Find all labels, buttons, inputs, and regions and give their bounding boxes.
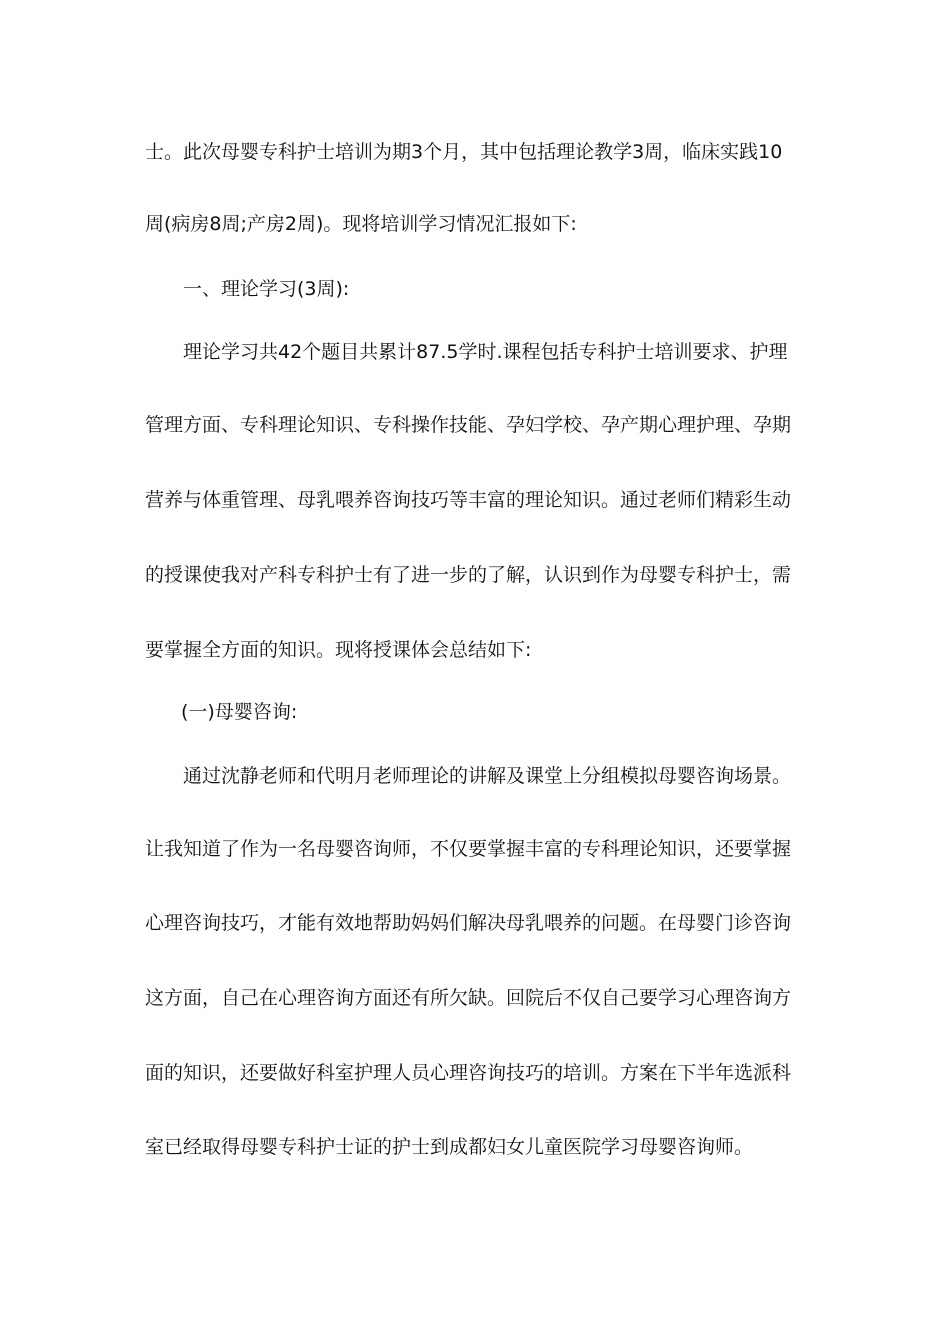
- paragraph-line: 通过沈静老师和代明月老师理论的讲解及课堂上分组模拟母婴咨询场景。: [183, 765, 792, 787]
- paragraph-line: 理论学习共42个题目共累计87.5学时.课程包括专科护士培训要求、护理: [183, 341, 788, 363]
- paragraph-line: 这方面，自己在心理咨询方面还有所欠缺。回院后不仅自己要学习心理咨询方: [145, 987, 792, 1009]
- paragraph-line: 室已经取得母婴专科护士证的护士到成都妇女儿童医院学习母婴咨询师。: [145, 1136, 754, 1158]
- paragraph-line: 管理方面、专科理论知识、专科操作技能、孕妇学校、孕产期心理护理、孕期: [145, 414, 792, 436]
- paragraph-line: 心理咨询技巧，才能有效地帮助妈妈们解决母乳喂养的问题。在母婴门诊咨询: [145, 912, 792, 934]
- paragraph-line: 的授课使我对产科专科护士有了进一步的了解，认识到作为母婴专科护士，需: [145, 564, 792, 586]
- paragraph-line: 面的知识，还要做好科室护理人员心理咨询技巧的培训。方案在下半年选派科: [145, 1062, 792, 1084]
- subsection-heading: (一)母婴咨询:: [181, 701, 298, 723]
- section-heading: 一、理论学习(3周):: [183, 278, 350, 300]
- paragraph-line: 让我知道了作为一名母婴咨询师，不仅要掌握丰富的专科理论知识，还要掌握: [145, 838, 792, 860]
- paragraph-line: 士。此次母婴专科护士培训为期3个月，其中包括理论教学3周，临床实践10: [145, 141, 783, 163]
- paragraph-line: 周(病房8周;产房2周)。现将培训学习情况汇报如下:: [145, 213, 577, 235]
- paragraph-line: 要掌握全方面的知识。现将授课体会总结如下:: [145, 639, 532, 661]
- paragraph-line: 营养与体重管理、母乳喂养咨询技巧等丰富的理论知识。通过老师们精彩生动: [145, 489, 792, 511]
